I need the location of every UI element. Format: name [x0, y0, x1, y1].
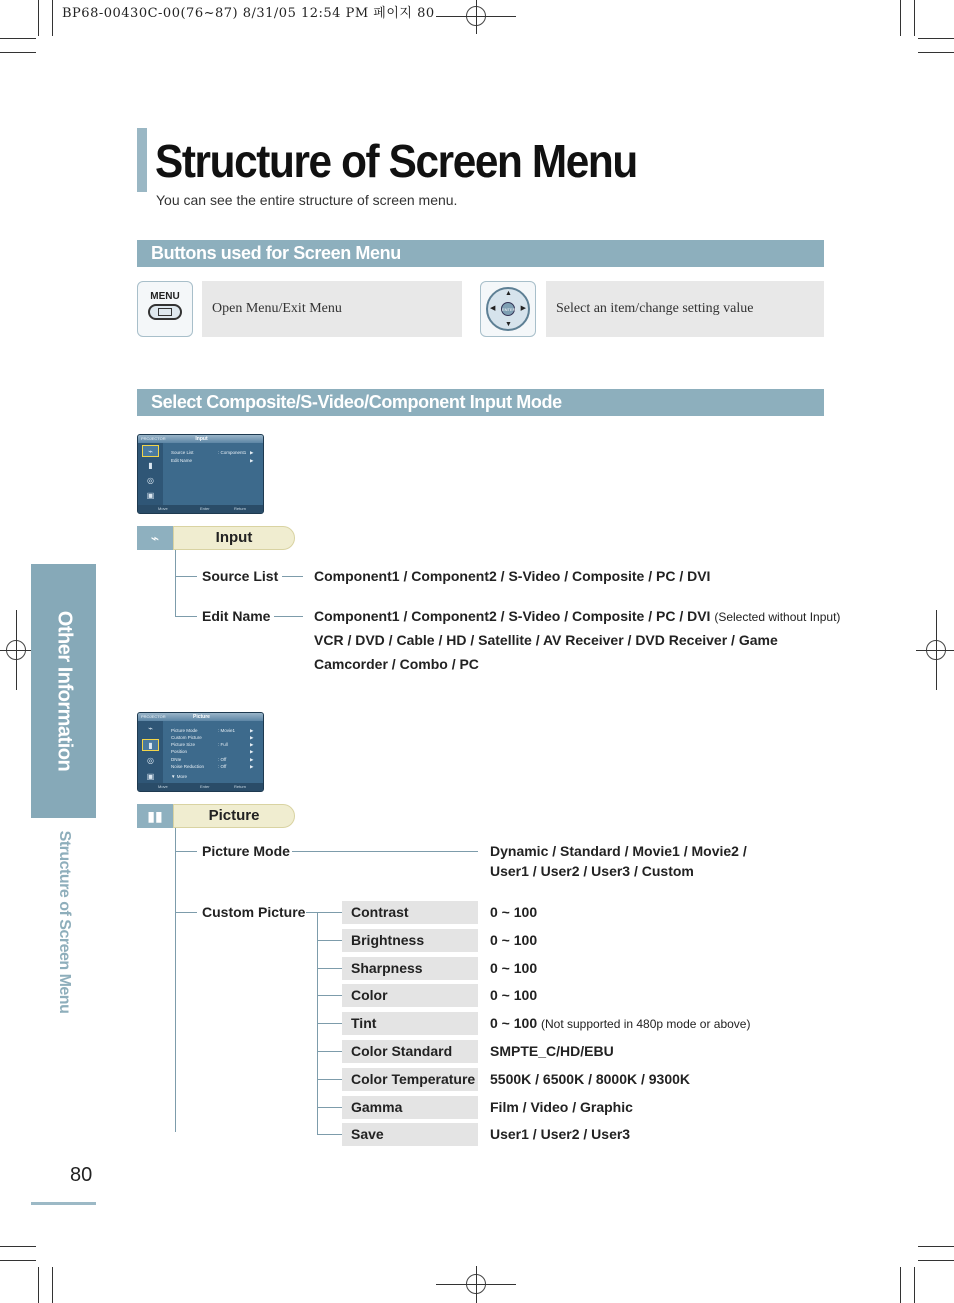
osd-arrow-icon: ▶ [250, 735, 254, 740]
osd-footer-move: Move [158, 784, 168, 789]
osd-row-label: Custom Picture [171, 735, 202, 740]
menu-button-illustration [137, 281, 193, 337]
page-subtitle: You can see the entire structure of screen menu. [156, 192, 458, 208]
picture-menu-tab [137, 804, 295, 828]
osd-arrow-icon: ▶ [250, 458, 254, 463]
tree-connector [317, 968, 342, 969]
input-section-header: Select Composite/S-Video/Component Input Mode [137, 389, 824, 416]
tree-connector [175, 828, 176, 1132]
osd-info-icon: ▣ [146, 491, 155, 500]
picture-menu-screenshot [137, 712, 264, 792]
osd-title: Input [195, 436, 208, 442]
side-tab-chapter: Other Information [53, 610, 75, 772]
registration-mark [916, 650, 954, 651]
contrast-label: Contrast [342, 901, 478, 924]
osd-footer-enter: Enter [200, 784, 210, 789]
picture-mode-label: Picture Mode [202, 843, 290, 859]
osd-row-label: Source List [171, 450, 194, 455]
source-list-label: Source List [202, 568, 279, 584]
tree-connector [175, 576, 197, 577]
crop-mark [900, 1267, 901, 1303]
color-standard-label: Color Standard [342, 1040, 478, 1063]
tree-connector [317, 1134, 342, 1135]
tree-connector [175, 550, 176, 616]
gamma-value: Film / Video / Graphic [490, 1099, 633, 1115]
registration-mark [16, 610, 17, 690]
nav-pad-illustration [480, 281, 536, 337]
input-plug-icon: ⌁ [137, 526, 173, 550]
edit-name-label: Edit Name [202, 608, 271, 624]
osd-row-value: : Off [218, 764, 227, 769]
nav-pad-icon: ENTER ▲ ▼ ◀ ▶ [486, 287, 530, 331]
osd-arrow-icon: ▶ [250, 728, 254, 733]
osd-row-value: : Movie1 [218, 728, 236, 733]
osd-arrow-icon: ▶ [250, 749, 254, 754]
osd-row-label: Position [171, 749, 188, 754]
color-label: Color [342, 984, 478, 1007]
color-value: 0 ~ 100 [490, 987, 538, 1003]
osd-more: ▼ More [171, 774, 187, 779]
osd-info-icon: ▣ [146, 772, 155, 781]
tree-connector [306, 912, 342, 913]
enter-button-text: ENTER [501, 302, 515, 316]
crop-mark [0, 1246, 36, 1247]
tree-connector [175, 912, 197, 913]
picture-bars-icon: ▮▮ [137, 804, 173, 828]
tree-connector [317, 1051, 342, 1052]
osd-title: Picture [193, 714, 210, 720]
tint-label: Tint [342, 1012, 478, 1035]
osd-footer-move: Move [158, 506, 168, 511]
crop-mark [918, 38, 954, 39]
osd-row-label: Picture Size [171, 742, 196, 747]
crop-mark [52, 1267, 53, 1303]
tree-connector [317, 940, 342, 941]
tree-connector [317, 1023, 342, 1024]
sharpness-value: 0 ~ 100 [490, 960, 538, 976]
picture-mode-value-line2: User1 / User2 / User3 / Custom [490, 863, 694, 879]
save-label: Save [342, 1123, 478, 1146]
edit-name-value: Component1 / Component2 / S-Video / Composite / PC / DVI (Selected without Input) [314, 608, 841, 624]
crop-mark [914, 1267, 915, 1303]
tree-connector [282, 576, 303, 577]
edit-name-value-line3: Camcorder / Combo / PC [314, 656, 479, 672]
input-tab-label: Input [173, 526, 295, 550]
osd-input-icon: ⌁ [142, 445, 159, 457]
osd-row-label: Noise Reduction [171, 764, 205, 769]
osd-arrow-icon: ▶ [250, 764, 254, 769]
side-tab-section: Structure of Screen Menu [55, 830, 73, 1014]
brightness-label: Brightness [342, 929, 478, 952]
crop-mark [914, 0, 915, 36]
registration-mark [476, 0, 477, 34]
print-header: BP68-00430C-00(76~87) 8/31/05 12:54 PM 페이지 80 [62, 6, 435, 21]
page-number: 80 [70, 1164, 93, 1186]
sharpness-label: Sharpness [342, 957, 478, 980]
tree-connector [317, 1079, 342, 1080]
menu-button-text: MENU [150, 291, 180, 302]
osd-setup-icon: ◎ [147, 756, 154, 765]
color-standard-value: SMPTE_C/HD/EBU [490, 1043, 614, 1059]
edit-name-value-line2: VCR / DVD / Cable / HD / Satellite / AV Receiver / DVD Receiver / Game [314, 632, 778, 648]
crop-mark [38, 1267, 39, 1303]
page-title: Structure of Screen Menu [155, 135, 637, 187]
tree-connector [292, 851, 478, 852]
input-menu-tab [137, 526, 295, 550]
picture-tab-label: Picture [173, 804, 295, 828]
input-menu-screenshot [137, 434, 264, 514]
registration-mark [936, 610, 937, 690]
crop-mark [918, 52, 954, 53]
contrast-value: 0 ~ 100 [490, 904, 538, 920]
crop-mark [918, 1260, 954, 1261]
color-temperature-label: Color Temperature [342, 1068, 478, 1091]
osd-picture-icon: ▮ [142, 739, 159, 751]
osd-row-value: : Component1 [218, 450, 247, 455]
buttons-section-header: Buttons used for Screen Menu [137, 240, 824, 267]
osd-setup-icon: ◎ [147, 476, 154, 485]
osd-footer-return: Return [234, 784, 247, 789]
crop-mark [918, 1246, 954, 1247]
osd-footer-enter: Enter [200, 506, 210, 511]
custom-picture-label: Custom Picture [202, 904, 306, 920]
osd-row-label: Edit Name [171, 458, 193, 463]
osd-arrow-icon: ▶ [250, 757, 254, 762]
tint-value: 0 ~ 100 (Not supported in 480p mode or above) [490, 1015, 751, 1031]
osd-row-label: DNIe [171, 757, 182, 762]
crop-mark [0, 1260, 36, 1261]
tree-connector [175, 851, 197, 852]
registration-mark [476, 1266, 477, 1303]
tree-connector [317, 995, 342, 996]
title-accent-bar [137, 128, 147, 192]
crop-mark [0, 38, 36, 39]
crop-mark [52, 0, 53, 36]
osd-arrow-icon: ▶ [250, 450, 254, 455]
nav-pad-description: Select an item/change setting value [546, 281, 824, 337]
source-list-value: Component1 / Component2 / S-Video / Composite / PC / DVI [314, 568, 711, 584]
osd-input-icon: ⌁ [148, 724, 153, 733]
osd-row-label: Picture Mode [171, 728, 198, 733]
save-value: User1 / User2 / User3 [490, 1126, 631, 1142]
osd-arrow-icon: ▶ [250, 742, 254, 747]
color-temperature-value: 5500K / 6500K / 8000K / 9300K [490, 1071, 691, 1087]
tree-connector [274, 616, 303, 617]
osd-footer-return: Return [234, 506, 247, 511]
menu-button-icon [145, 291, 185, 327]
gamma-label: Gamma [342, 1096, 478, 1119]
tree-connector [317, 1107, 342, 1108]
picture-mode-value: Dynamic / Standard / Movie1 / Movie2 / [490, 843, 747, 859]
brightness-value: 0 ~ 100 [490, 932, 538, 948]
menu-button-description: Open Menu/Exit Menu [202, 281, 462, 337]
crop-mark [38, 0, 39, 36]
crop-mark [0, 52, 36, 53]
tree-connector [175, 616, 197, 617]
osd-brand: PROJECTOR [141, 714, 166, 719]
osd-picture-icon: ▮ [148, 461, 153, 470]
osd-row-value: : Full [218, 742, 228, 747]
crop-mark [900, 0, 901, 36]
osd-row-value: : Off [218, 757, 227, 762]
page-number-rule [31, 1202, 96, 1205]
osd-brand: PROJECTOR [141, 436, 166, 441]
